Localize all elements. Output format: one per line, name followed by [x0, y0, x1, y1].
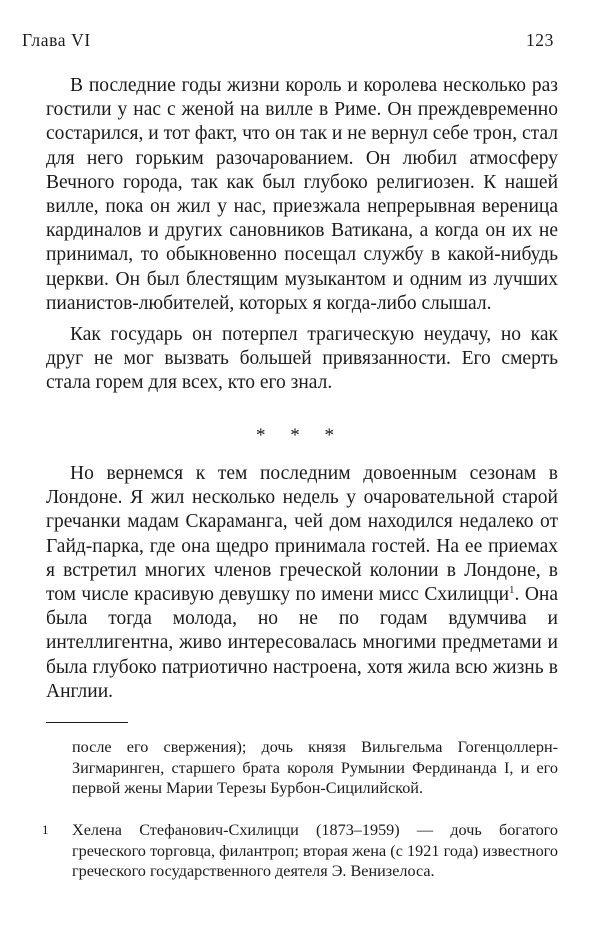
running-header — [22, 30, 554, 52]
chapter-title: Глава VI — [22, 30, 91, 50]
footnote-continuation: после его свержения); дочь князя Вильгельма Гогенцоллерн-Зигмаринген, старшего брата короля Румынии Фердинанда I, и его первой жены Марии Терезы Бурбон-Сицилийской. — [72, 738, 558, 797]
page-number: 123 — [525, 30, 554, 50]
section-separator: * * * — [256, 425, 344, 446]
paragraph-1 — [46, 74, 558, 316]
paragraph-3 — [46, 462, 558, 704]
paragraph-text — [46, 462, 558, 704]
paragraph-text: В последние годы жизни король и королева несколько раз гостили у нас с женой на вилле в Риме. Он преждевременно состарился, и тот факт, что он так и не вернул себе трон, стал для него горьким разочарованием. Он любил атмосферу Вечного города, так как был глубоко религиозен. К нашей вилле, пока он жил у нас, приезжала непрерывная вереница кардиналов и других сановников Ватикана, а когда он их не принимал, то обыкновенно посещал службу в какой-нибудь церкви. Он был блестящим музыкантом и одним из лучших пианистов-любителей, которых я когда-либо слышал. — [46, 75, 558, 314]
footnote-text: Хелена Стефанович-Схилицци (1873–1959) — дочь богатого греческого торговца, филантроп; вторая жена (с 1921 года) известного греческого государственного деятеля Э. Венизелоса. — [72, 821, 558, 880]
paragraph-text: Как государь он потерпел трагическую неудачу, но как друг не мог вызвать большей привязанности. Его смерть стала горем для всех, кто его знал. — [46, 324, 558, 394]
paragraph-2 — [46, 323, 558, 396]
footnote-reference: 1 — [509, 584, 515, 597]
paragraph-text-after-ref: . Она была тогда молода, но не по годам вдумчива и интеллигентна, живо интересовалась многими предметами и была глубоко патриотично настроена, хотя жила всю жизнь в Англии. — [46, 584, 558, 702]
paragraph-text-before-ref: Но вернемся к тем последним довоенным сезонам в Лондоне. Я жил несколько недель у очаровательной старой гречанки мадам Скараманга, чей дом находился недалеко от Гайд-парка, где она щедро принимала гостей. На ее приемах я встретил многих членов греческой колонии в Лондоне, в том числе красивую девушку по имени мисс Схилицци — [46, 463, 558, 606]
footnote-divider — [46, 722, 128, 723]
footnote-1 — [42, 820, 558, 882]
footnote-number: 1 — [42, 822, 49, 837]
